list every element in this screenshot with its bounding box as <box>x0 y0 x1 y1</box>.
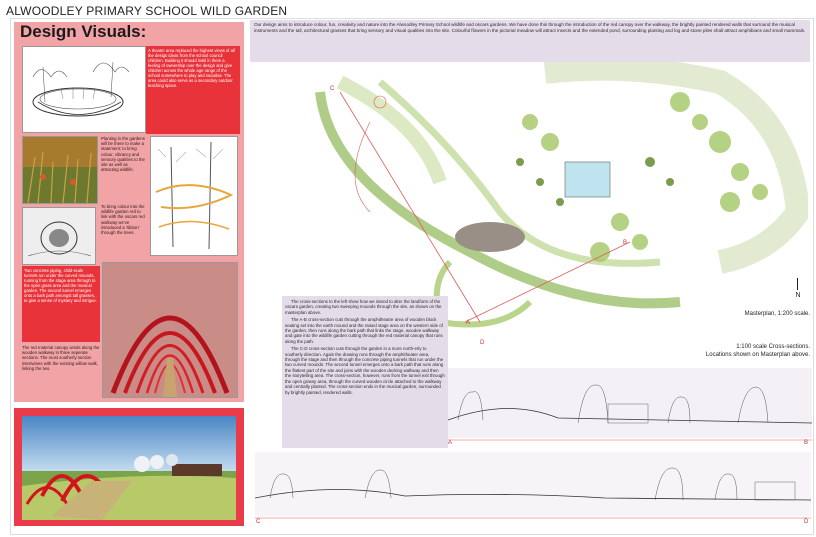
walkway-scene <box>22 416 236 520</box>
north-arrow-icon <box>797 278 798 290</box>
marker-d-plan: D <box>480 340 485 346</box>
ribbon-sketch <box>150 136 238 256</box>
cross-section-p3: The C-D cross-section cuts through the garden in a more north-erly to southerly direction. Again the drawing runs through the amphitheater area, through the stage and then through the concrete piping tunnels that run under the two curved mounds. The second tunnel emerges onto a bark path that runs along the flattest part of the site and joins with the wooden decking walkway and then the storytelling area. The cross-section, however, runs from the tunnel exit through the open grassy area, through the curved wooden circle attached to the walkway and centrally planted. The cross-section ends in the musical garden, surrounded by brightly painted, rendered walls. <box>285 346 445 395</box>
north-label: N <box>795 292 801 299</box>
marker-b-plan: B <box>623 240 628 246</box>
tunnel-note: Two concrete piping, child-scale tunnels run under the curved mounds, running from the stage area through to the open grass area and the musical garden. The second tunnel emerges onto a bark path amongst tall grasses, to give a sense of mystery and intrigue. <box>22 266 100 342</box>
cross-section-text <box>282 296 448 448</box>
planting-note: Planting in the gardens will be there to make a statement; to bring colour, vibrancy and sensory qualities to the site as well as attracting wildlife. <box>101 136 145 173</box>
page-title: ALWOODLEY PRIMARY SCHOOL WILD GARDEN <box>6 4 288 18</box>
design-visuals-heading: Design Visuals: <box>20 22 147 41</box>
marker-c-section: C <box>256 519 261 525</box>
cross-section-cd <box>255 452 811 524</box>
marker-d-section: D <box>804 519 809 525</box>
ribbon-note: To bring colour into the wildlife garden red to link with the oscars red walkway we've introduced a 'ribbon' through the trees. <box>101 204 145 236</box>
amphitheatre-sketch <box>22 46 146 133</box>
canopy-arches <box>103 263 237 397</box>
cross-section-p1: The cross-sections to the left show how we intend to alter the landform of the oscars garden, creating two sweeping mounds through the site, as shown on the masterplan above. <box>285 299 442 315</box>
tunnel-sketch <box>22 207 96 265</box>
sections-caption-2: Locations shown on Masterplan above. <box>705 352 810 358</box>
marker-b-section: B <box>804 440 809 446</box>
amphitheatre-note: A theatre area replaced the highest views of all the design ideas from the school council children. Building it should instil in them a feeling of ownership over the design and give children across the whole age range of the school somewhere to play and socialise. The area could also serve as a secondary outdoor teaching space. <box>146 46 240 134</box>
amphitheatre-drawing <box>23 47 145 132</box>
canopy-note: The red material canopy winds along the wooden walkway in three seperate sections. The most southerly section intertwines with the existing willow walk, linking the two. <box>22 345 100 371</box>
cross-section-ab <box>448 368 812 446</box>
grass-image <box>23 137 97 203</box>
red-canopy-render <box>102 262 238 398</box>
intro-text: Our design aims to introduce colour, fun, creativity and nature into the Alwoodley Primary School wildlife and oscars gardens. We have done this through the introduction of the red canopy over the walkway, the brightly painted rendered walls that surround the musical instruments and the tall, architectural grasses that bring sensory and visual qualities into the site. Colourful flowers in the pictorial meadow will attract insects and the extended pond, surrounding planting and log and stone piles shall attract amphibians and small mammals. <box>250 20 810 62</box>
marker-a-plan: A <box>466 320 471 326</box>
ribbon-tree-drawing <box>151 137 237 255</box>
marker-c-plan: C <box>330 86 335 92</box>
tunnel-drawing <box>23 208 95 264</box>
sections-caption-1: 1:100 scale Cross-sections. <box>736 344 810 350</box>
planting-photo <box>22 136 98 204</box>
marker-a-section: A <box>448 440 453 446</box>
masterplan-caption: Masterplan, 1:200 scale. <box>744 311 810 317</box>
cross-section-p2: The A-B cross-section cuts through the amphitheatre area of wooden block seating set into the earth mound and the raised stage area on the western side of the garden, then runs along the bark path that links the stage, wooden walkway and gate into the wildlife garden cutting through the red material canopy that runs along the path. <box>285 317 443 344</box>
walkway-render <box>22 416 236 520</box>
